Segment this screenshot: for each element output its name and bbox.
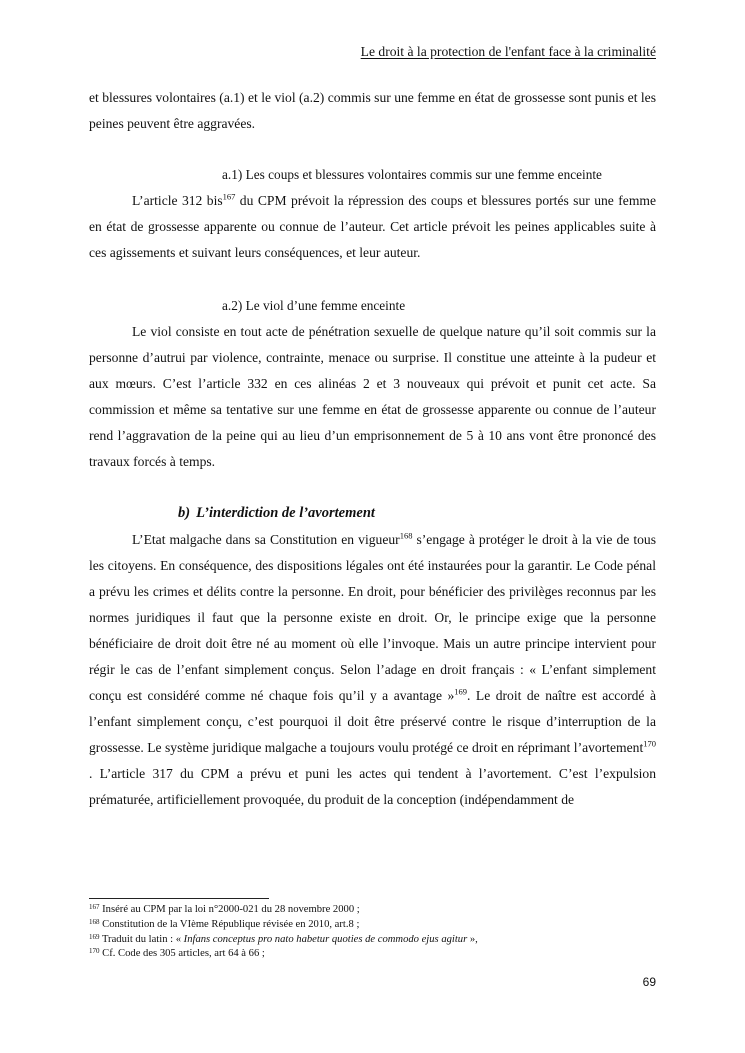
para4-s1: L’Etat malgache dans sa Constitution en vigueur: [132, 532, 400, 547]
footnote-text: Inséré au CPM par la loi n°2000-021 du 28 novembre 2000 ;: [99, 904, 360, 915]
footnote-number: 167: [89, 903, 100, 911]
para4-s3: . Le droit de naître est accordé à l’enfant simplement conçu, c’est pourquoi il doit être préservé contre le risque d’interruption de la grossesse. Le système juridique malgache a toujours voulu protégé ce droit en réprimant l’avortement: [89, 688, 656, 755]
footnote-169: [89, 933, 656, 948]
para4-s4: . L’article 317 du CPM a prévu et puni les actes qui tendent à l’avortement. C’est l’expulsion prématurée, artificiellement provoquée, du produit de la conception (indépendamment de: [89, 766, 656, 807]
footnote-167: [89, 903, 656, 918]
section-b-title: L’interdiction de l’avortement: [196, 505, 375, 521]
paragraph-viol: Le viol consiste en tout acte de pénétration sexuelle de quelque nature qu’il soit commis sur la personne d’autrui par violence, contrainte, menace ou surprise. Il constitue une atteinte à la pudeur et aux mœurs. C’est l’article 332 en ces alinéas 2 et 3 nouveaux qui prévoit et punit cet acte. Sa commission et même sa tentative sur une femme en état de grossesse apparente ou connue de l’auteur rend l’aggravation de la peine qui au lieu d’un emprisonnement de 5 à 10 ans vont être prononcé des travaux forcés à temps.: [89, 324, 656, 469]
subheading-a2: a.2) Le viol d’une femme enceinte: [222, 298, 406, 313]
footnote-170: [89, 947, 656, 962]
footnote-separator: [89, 898, 269, 899]
footnote-ref-170[interactable]: 170: [643, 738, 656, 749]
section-b-label: b): [178, 505, 191, 521]
footnote-ref-169[interactable]: 169: [454, 686, 468, 697]
running-header: Le droit à la protection de l'enfant face à la criminalité: [360, 44, 656, 59]
footnote-168: [89, 918, 656, 933]
footnote-text-post: »,: [467, 933, 478, 945]
para4-s2: s’engage à protéger le droit à la vie de tous les citoyens. En conséquence, des dispositions légales ont été instaurées pour la garantir. Le Code pénal a prévu les crimes et délits contre la personne. En droit, pour bénéficier des privilèges reconnus par les normes juridiques il faut que la personne existe en droit. Or, le principe exige que la personne bénéficiaire de droit doit être né au moment où elle l’invoque. Mais un autre principe intervient pour régir le cas de l’enfant simplement conçus. Selon l’adage en droit français : « L’enfant simplement conçu est considéré comme né chaque fois qu’il y a avantage »: [89, 532, 657, 703]
paragraph-article-312: [89, 188, 656, 266]
footnote-number: 168: [89, 917, 100, 926]
subheading-a1: a.1) Les coups et blessures volontaires commis sur une femme enceinte: [222, 167, 602, 182]
footnotes-list: [89, 903, 656, 962]
paragraph-intro: et blessures volontaires (a.1) et le viol (a.2) commis sur une femme en état de grossesse sont punis et les peines peuvent être aggravées.: [89, 90, 656, 131]
footnote-number: 169: [89, 932, 100, 941]
para2-text-after: du CPM prévoit la répression des coups et blessures portés sur une femme en état de grossesse apparente ou connue de l’auteur. Cet article prévoit les peines applicables suite à ces agissements et suivant leurs conséquences, et leur auteur.: [89, 193, 657, 260]
page-number: 69: [642, 975, 656, 989]
footnote-text: Cf. Code des 305 articles, art 64 à 66 ;: [99, 948, 265, 960]
footnote-ref-167[interactable]: 167: [222, 191, 236, 202]
section-heading-b: [178, 503, 375, 523]
para2-text-before: L’article 312 bis: [132, 193, 223, 208]
paragraph-avortement: [89, 527, 656, 813]
footnote-text-pre: Traduit du latin : «: [99, 933, 184, 945]
footnote-text: Constitution de la VIème République révisée en 2010, art.8 ;: [99, 918, 360, 930]
footnote-ref-168[interactable]: 168: [399, 530, 413, 541]
footnote-latin-quote: Infans conceptus pro nato habetur quoties de commodo ejus agitur: [183, 933, 468, 945]
footnote-number: 170: [89, 947, 100, 956]
